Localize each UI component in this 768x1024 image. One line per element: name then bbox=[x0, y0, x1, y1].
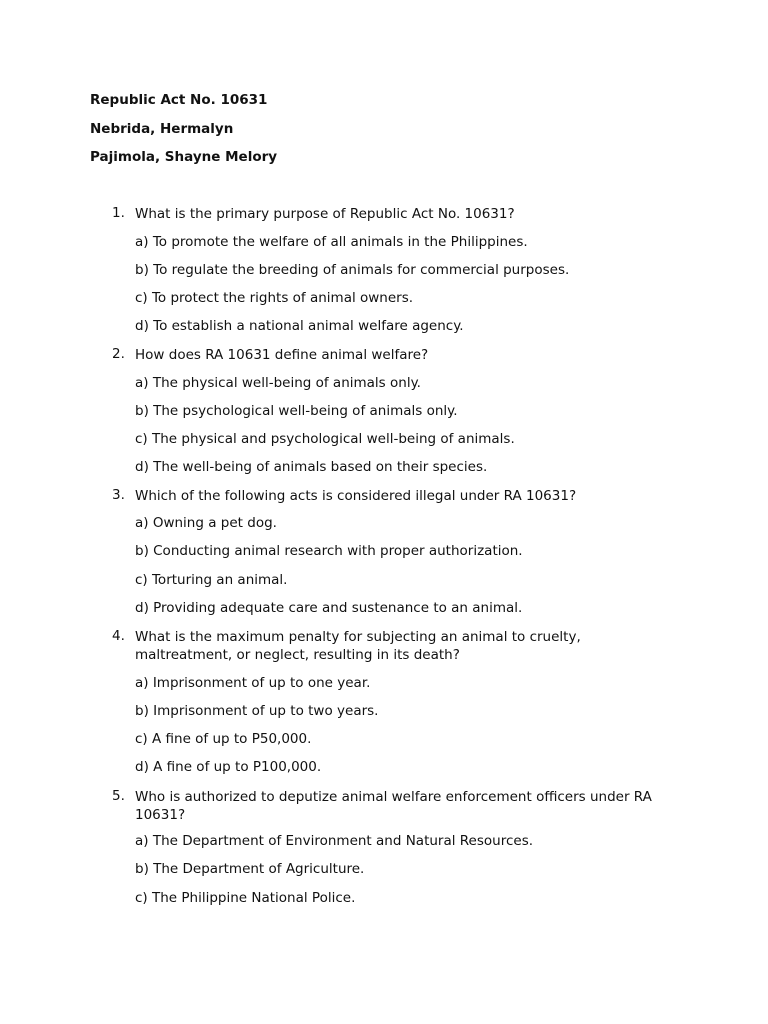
answer-option: d) The well-being of animals based on their species. bbox=[135, 459, 488, 475]
answer-option: b) To regulate the breeding of animals for commercial purposes. bbox=[135, 262, 570, 278]
answer-option: a) To promote the welfare of all animals in the Philippines. bbox=[135, 234, 528, 250]
answer-option: c) To protect the rights of animal owners. bbox=[135, 290, 414, 306]
answer-option: a) The physical well-being of animals only. bbox=[135, 375, 421, 391]
document-title: Republic Act No. 10631 bbox=[90, 92, 268, 108]
question-text: How does RA 10631 define animal welfare? bbox=[135, 347, 429, 363]
answer-option: b) The psychological well-being of animals only. bbox=[135, 403, 458, 419]
answer-option: a) Imprisonment of up to one year. bbox=[135, 675, 371, 691]
answer-option: b) Conducting animal research with proper authorization. bbox=[135, 543, 523, 559]
answer-option: c) The physical and psychological well-being of animals. bbox=[135, 431, 515, 447]
question-text: What is the maximum penalty for subjecting an animal to cruelty, maltreatment, or neglect, resulting in its death? bbox=[135, 629, 581, 663]
author-name: Pajimola, Shayne Melory bbox=[90, 149, 278, 165]
answer-option: b) Imprisonment of up to two years. bbox=[135, 703, 379, 719]
question-text: Which of the following acts is considered illegal under RA 10631? bbox=[135, 488, 577, 504]
question-text: Who is authorized to deputize animal welfare enforcement officers under RA 10631? bbox=[135, 789, 652, 823]
answer-option: d) A fine of up to P100,000. bbox=[135, 759, 322, 775]
question-number: 2. bbox=[112, 346, 125, 362]
answer-option: a) Owning a pet dog. bbox=[135, 515, 277, 531]
answer-option: d) To establish a national animal welfare agency. bbox=[135, 318, 464, 334]
question-number: 1. bbox=[112, 205, 125, 221]
question-number: 5. bbox=[112, 788, 125, 804]
answer-option: c) Torturing an animal. bbox=[135, 572, 288, 588]
answer-option: a) The Department of Environment and Natural Resources. bbox=[135, 833, 534, 849]
question-number: 4. bbox=[112, 628, 125, 644]
answer-option: b) The Department of Agriculture. bbox=[135, 861, 365, 877]
answer-option: c) The Philippine National Police. bbox=[135, 890, 356, 906]
author-name: Nebrida, Hermalyn bbox=[90, 121, 234, 137]
question-number: 3. bbox=[112, 487, 125, 503]
answer-option: d) Providing adequate care and sustenance to an animal. bbox=[135, 600, 523, 616]
answer-option: c) A fine of up to P50,000. bbox=[135, 731, 312, 747]
question-text: What is the primary purpose of Republic Act No. 10631? bbox=[135, 206, 515, 222]
